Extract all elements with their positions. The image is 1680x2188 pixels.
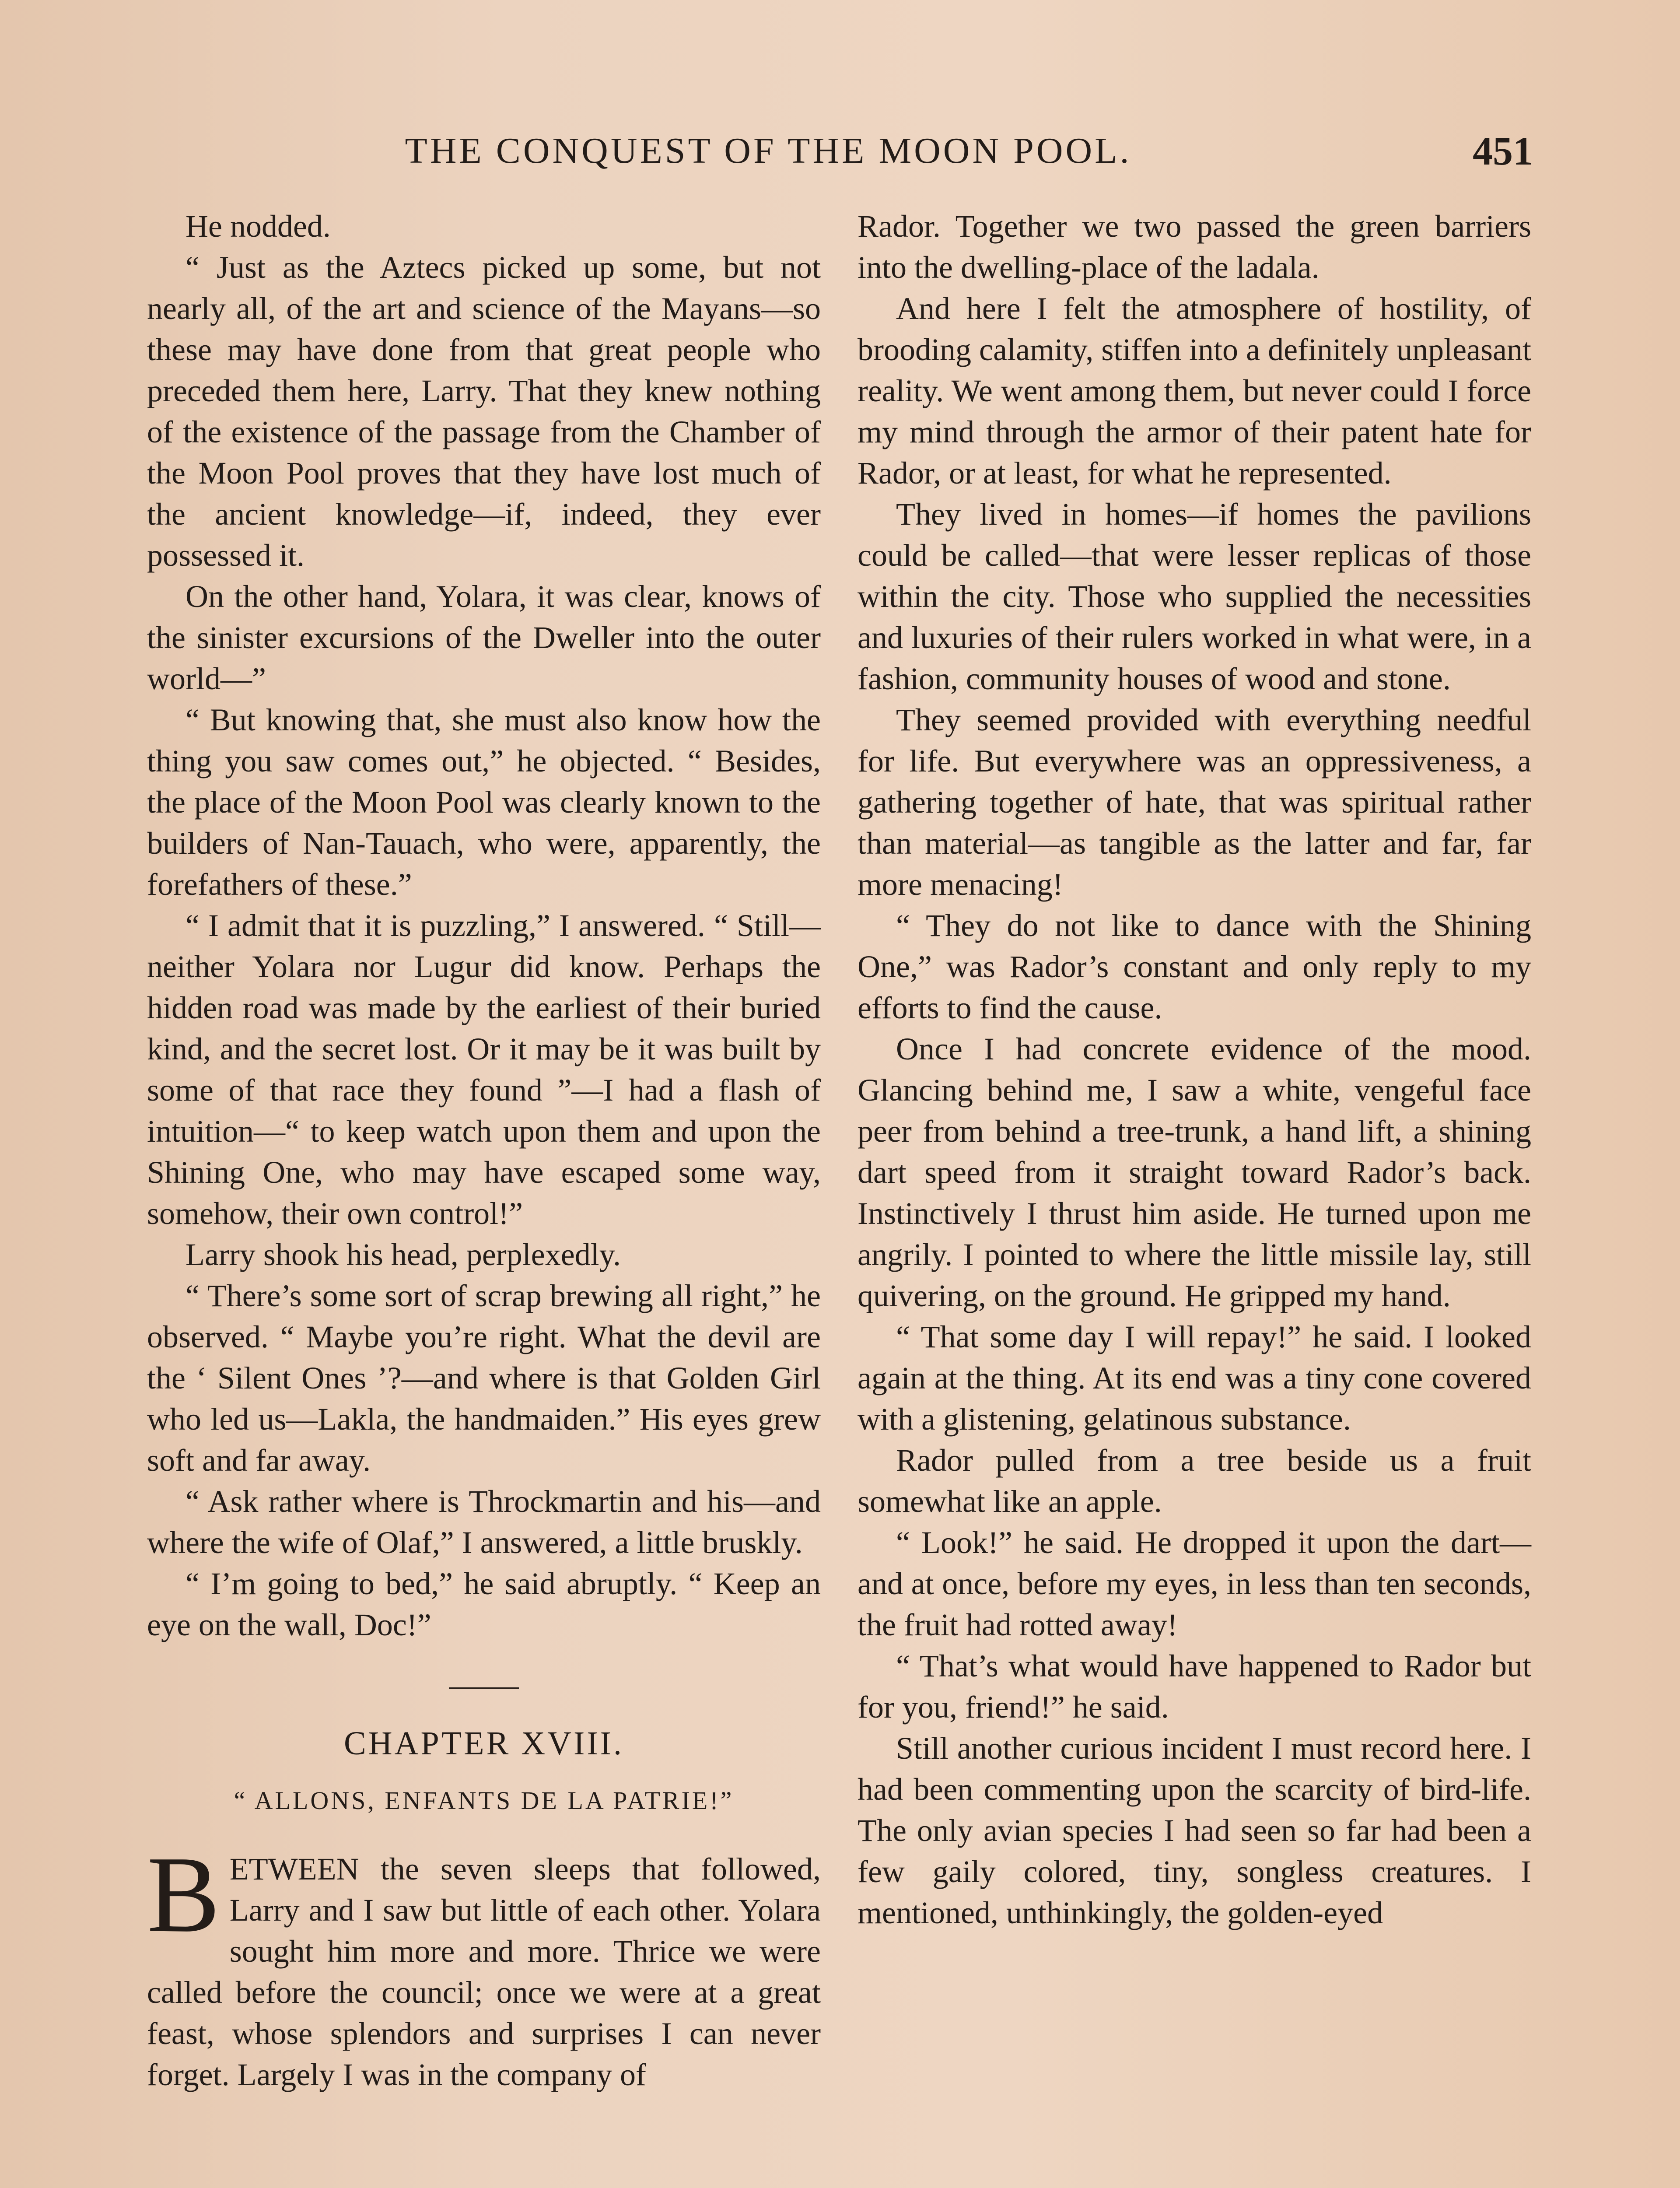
paragraph: And here I felt the atmosphere of hostility, of brooding calamity, stiffen into a definitely unpleasant reality. We went among them, but never could I force my mind through the armor of their patent hate for Rador, or at least, for what he represented. (858, 291, 1531, 491)
paragraph: On the other hand, Yolara, it was clear, knows of the sinister excursions of the Dweller into the outer world—” (147, 579, 821, 696)
paragraph: “ Look!” he said. He dropped it upon the dart—and at once, before my eyes, in less than ten seconds, the fruit had rotted away! (858, 1525, 1531, 1642)
paragraph: Rador pulled from a tree beside us a fruit somewhat like an apple. (858, 1443, 1531, 1519)
left-column (147, 206, 821, 2188)
paragraph: He nodded. (186, 209, 331, 244)
paragraph: “ I admit that it is puzzling,” I answered. “ Still—neither Yolara nor Lugur did know. Perhaps the hidden road was made by the earliest of their buried kind, and the secret lost. Or it may be it was built by some of that race they found ”—I had a flash of intuition—“ to keep watch upon them and upon the Shining One, who may have escaped some way, somehow, their own control!” (147, 908, 821, 1231)
section-divider (449, 1687, 519, 1689)
paragraph: “ But knowing that, she must also know how the thing you saw comes out,” he objected. “ Besides, the place of the Moon Pool was clearly known to the builders of Nan-Tauach, who were, apparently, the forefathers of these.” (147, 702, 821, 902)
paragraph: “ I’m going to bed,” he said abruptly. “ Keep an eye on the wall, Doc!” (147, 1566, 821, 1642)
paragraph: “ That’s what would have happened to Rador but for you, friend!” he said. (858, 1648, 1531, 1725)
chapter-subtitle: “ ALLONS, ENFANTS DE LA PATRIE!” (234, 1786, 734, 1815)
paragraph: Still another curious incident I must record here. I had been commenting upon the scarcity of bird-life. The only avian species I had seen so far had been a few gaily colored, tiny, songless creatures. I mentioned, unthinkingly, the golden-eyed (858, 1731, 1531, 1930)
paragraph: “ There’s some sort of scrap brewing all right,” he observed. “ Maybe you’re right. What the devil are the ‘ Silent Ones ’?—and where is that Golden Girl who led us—Lakla, the handmaiden.” His eyes grew soft and far away. (147, 1278, 821, 1478)
paragraph: Once I had concrete evidence of the mood. Glancing behind me, I saw a white, vengeful face peer from behind a tree-trunk, a hand lift, a shining dart speed from it straight toward Rador’s back. Instinctively I thrust him aside. He turned upon me angrily. I pointed to where the little missile lay, still quivering, on the ground. He gripped my hand. (858, 1031, 1531, 1313)
chapter-opening-text: ETWEEN the seven sleeps that followed, Larry and I saw but little of each other. Yolara sought him more and more. Thrice we were called before the council; once we were at a great feast, whose splendors and surprises I can never forget. Largely I was in the company of (147, 1851, 821, 2092)
right-column (858, 206, 1531, 2188)
paragraph: They seemed provided with everything needful for life. But everywhere was an oppressiveness, a gathering together of hate, that was spiritual rather than material—as tangible as the latter and far, far more menacing! (858, 702, 1531, 902)
paragraph: “ Ask rather where is Throckmartin and his—and where the wife of Olaf,” I answered, a little bruskly. (147, 1484, 821, 1560)
paragraph: Larry shook his head, perplexedly. (186, 1237, 621, 1272)
page-number: 451 (1473, 129, 1533, 173)
running-title: THE CONQUEST OF THE MOON POOL. (405, 130, 1132, 171)
page-header (147, 118, 1533, 184)
paragraph: “ Just as the Aztecs picked up some, but not nearly all, of the art and science of the Mayans—so these may have done from that great people who preceded them here, Larry. That they knew nothing of the existence of the passage from the Chamber of the Moon Pool proves that they have lost much of the ancient knowledge—if, indeed, they ever possessed it. (147, 250, 821, 573)
paragraph: Rador. Together we two passed the green barriers into the dwelling-place of the ladala. (858, 209, 1531, 285)
chapter-opening-paragraph (147, 1834, 821, 2095)
paragraph: They lived in homes—if homes the pavilions could be called—that were lesser replicas of those within the city. Those who supplied the necessities and luxuries of their rulers worked in what were, in a fashion, community houses of wood and stone. (858, 497, 1531, 696)
paragraph: “ That some day I will repay!” he said. I looked again at the thing. At its end was a tiny cone covered with a glistening, gelatinous substance. (858, 1319, 1531, 1437)
drop-cap: B (147, 1834, 220, 1955)
chapter-title: CHAPTER XVIII. (344, 1725, 624, 1762)
paragraph: “ They do not like to dance with the Shining One,” was Rador’s constant and only reply to my efforts to find the cause. (858, 908, 1531, 1025)
